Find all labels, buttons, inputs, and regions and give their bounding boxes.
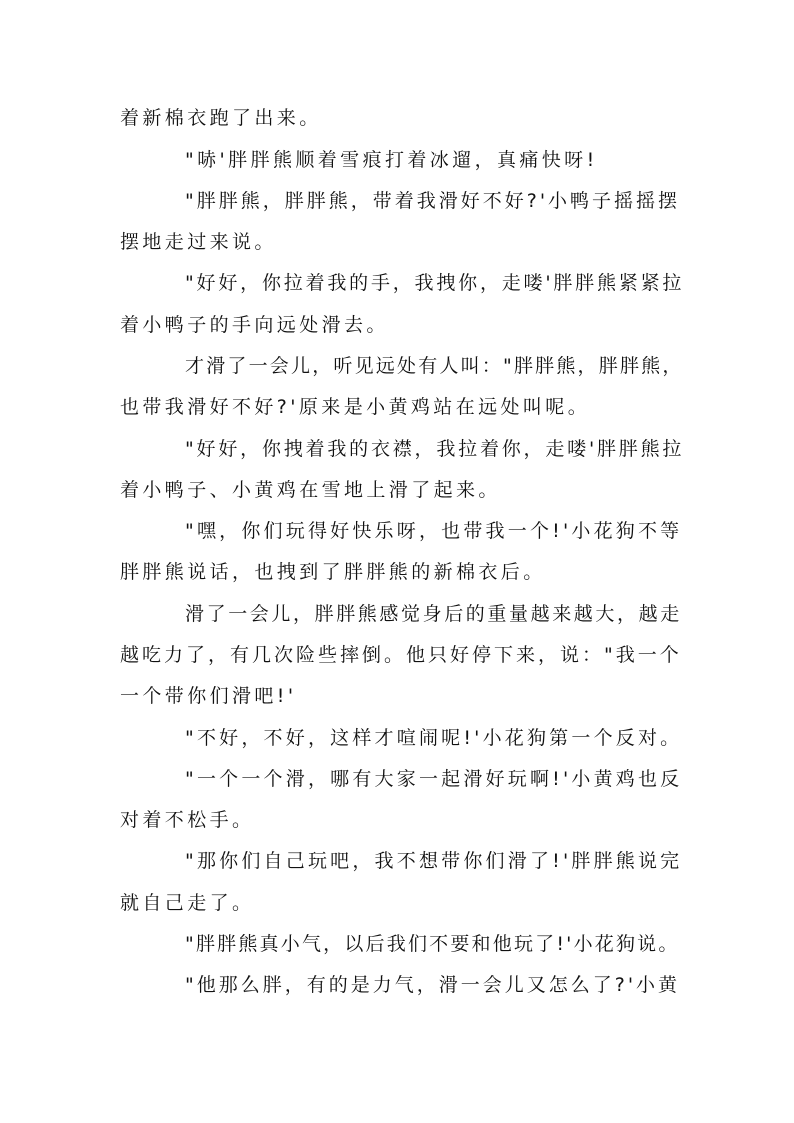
- text-line-content: "不好，不好，这样才喧闹呢!'小花狗第一个反对。: [185, 727, 683, 749]
- text-line-content: 才滑了一会儿，听见远处有人叫："胖胖熊，胖胖熊，: [185, 355, 684, 377]
- text-line-content: "一个一个滑，哪有大家一起滑好玩啊!'小黄鸡也反: [185, 768, 683, 790]
- text-line-content: 胖胖熊说话，也拽到了胖胖熊的新棉衣后。: [120, 561, 546, 583]
- text-line-content: 滑了一会儿，胖胖熊感觉身后的重量越来越大，越走: [185, 603, 682, 625]
- text-line-content: "嘿，你们玩得好快乐呀，也带我一个!'小花狗不等: [185, 520, 683, 542]
- text-line: [0, 103, 794, 133]
- text-line-content: 摆地走过来说。: [120, 231, 277, 253]
- text-line: [0, 805, 794, 835]
- text-line-content: "胖胖熊，胖胖熊，带着我滑好不好?'小鸭子摇摇摆: [185, 190, 681, 212]
- text-line-content: 着小鸭子的手向远处滑去。: [120, 314, 389, 336]
- text-line-content: "好好，你拽着我的衣襟，我拉着你，走喽'胖胖熊拉: [185, 438, 685, 460]
- text-line: [0, 681, 794, 711]
- text-line: [0, 227, 794, 257]
- text-line: [0, 599, 794, 629]
- text-line-content: 对着不松手。: [120, 809, 255, 831]
- text-line-content: 也带我滑好不好?'原来是小黄鸡站在远处叫呢。: [120, 396, 591, 418]
- text-line: [0, 145, 794, 175]
- text-line-content: "好好，你拉着我的手，我拽你，走喽'胖胖熊紧紧拉: [185, 272, 685, 294]
- text-line: [0, 392, 794, 422]
- text-line: [0, 516, 794, 546]
- text-line-content: 着小鸭子、小黄鸡在雪地上滑了起来。: [120, 479, 501, 501]
- text-line-content: 着新棉衣跑了出来。: [120, 107, 322, 129]
- text-line-content: "哧'胖胖熊顺着雪痕打着冰遛，真痛快呀!: [185, 149, 598, 171]
- text-line: [0, 970, 794, 1000]
- text-line-content: "那你们自己玩吧，我不想带你们滑了!'胖胖熊说完: [185, 850, 683, 872]
- text-line: [0, 846, 794, 876]
- text-line: [0, 888, 794, 918]
- text-line: [0, 434, 794, 464]
- text-line: [0, 310, 794, 340]
- text-line-content: 一个带你们滑吧!': [120, 685, 297, 707]
- text-line: [0, 557, 794, 587]
- text-line-content: "胖胖熊真小气，以后我们不要和他玩了!'小花狗说。: [185, 933, 680, 955]
- text-line-content: 就自己走了。: [120, 892, 255, 914]
- text-line: [0, 351, 794, 381]
- text-line-content: 越吃力了，有几次险些摔倒。他只好停下来，说："我一个: [120, 644, 682, 666]
- text-line: [0, 929, 794, 959]
- text-line: [0, 186, 794, 216]
- text-line: [0, 764, 794, 794]
- text-line: [0, 268, 794, 298]
- text-line: [0, 475, 794, 505]
- text-line-content: "他那么胖，有的是力气，滑一会儿又怎么了?'小黄: [185, 974, 681, 996]
- text-line: [0, 640, 794, 670]
- text-line: [0, 723, 794, 753]
